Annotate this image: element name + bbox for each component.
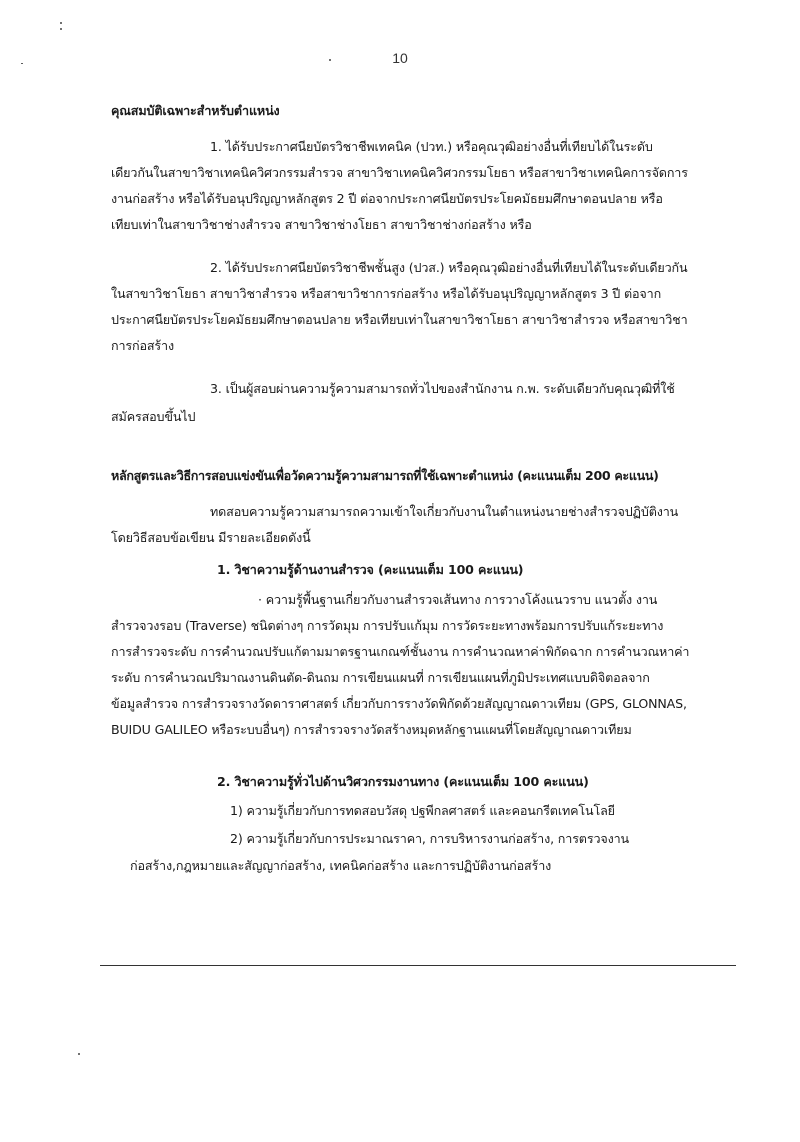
- exam-intro-line-2: โดยวิธีสอบข้อเขียน มีรายละเอียดดังนี้: [111, 530, 311, 545]
- qualification-2-line-1: 2. ได้รับประกาศนียบัตรวิชาชีพชั้นสูง (ปวส.) หรือคุณวุฒิอย่างอื่นที่เทียบได้ในระดับเดียวกัน: [210, 260, 688, 275]
- exam-intro-line-1: ทดสอบความรู้ความสามารถความเข้าใจเกี่ยวกับงานในตำแหน่งนายช่างสำรวจปฏิบัติงาน: [210, 504, 679, 519]
- subject-1-title: 1. วิชาความรู้ด้านงานสำรวจ (คะแนนเต็ม 100 คะแนน): [217, 562, 524, 577]
- subject-2-title: 2. วิชาความรู้ทั่วไปด้านวิศวกรรมงานทาง (คะแนนเต็ม 100 คะแนน): [217, 774, 589, 789]
- qualification-3-line-2: สมัครสอบขึ้นไป: [111, 409, 196, 424]
- qualification-1-line-2: เดียวกันในสาขาวิชาเทคนิควิศวกรรมสำรวจ สาขาวิชาเทคนิควิศวกรรมโยธา หรือสาขาวิชาเทคนิคการจัดการ: [111, 165, 688, 180]
- qualification-2-line-3: ประกาศนียบัตรประโยคมัธยมศึกษาตอนปลาย หรือเทียบเท่าในสาขาวิชาโยธา สาขาวิชาสำรวจ หรือสาขาวิชา: [111, 312, 688, 327]
- subject-1-line-3: การสำรวจระดับ การคำนวณปรับแก้ตามมาตรฐานเกณฑ์ชั้นงาน การคำนวณหาค่าพิกัดฉาก การคำนวณหาค่า: [111, 644, 690, 659]
- footer-divider: [100, 965, 736, 966]
- subject-1-line-6: BUIDU GALILEO หรือระบบอื่นๆ) การสำรวจรางวัดสร้างหมุดหลักฐานแผนที่โดยสัญญาณดาวเทียม: [111, 722, 632, 737]
- qualification-1-line-3: งานก่อสร้าง หรือได้รับอนุปริญญาหลักสูตร 2 ปี ต่อจากประกาศนียบัตรประโยคมัธยมศึกษาตอนปลาย หรือ: [111, 191, 663, 206]
- scan-speck: [60, 28, 62, 30]
- subject-1-line-2: สำรวจวงรอบ (Traverse) ชนิดต่างๆ การวัดมุม การปรับแก้มุม การวัดระยะทางพร้อมการปรับแก้ระยะทาง: [111, 618, 664, 633]
- subject-1-line-5: ข้อมูลสำรวจ การสำรวจรางวัดดาราศาสตร์ เกี่ยวกับการรางวัดพิกัดด้วยสัญญาณดาวเทียม (GPS, GLONNAS,: [111, 696, 687, 711]
- scan-speck: [60, 22, 62, 24]
- subject-2-item-2-line-2: ก่อสร้าง,กฎหมายและสัญญาก่อสร้าง, เทคนิคก่อสร้าง และการปฏิบัติงานก่อสร้าง: [130, 858, 552, 873]
- subject-1-line-1: · ความรู้พื้นฐานเกี่ยวกับงานสำรวจเส้นทาง การวางโค้งแนวราบ แนวตั้ง งาน: [258, 592, 658, 607]
- section-heading-exam: หลักสูตรและวิธีการสอบแข่งขันเพื่อวัดความรู้ความสามารถที่ใช้เฉพาะตำแหน่ง (คะแนนเต็ม 200 คะแนน): [111, 468, 659, 483]
- subject-2-item-1: 1) ความรู้เกี่ยวกับการทดสอบวัสดุ ปฐพีกลศาสตร์ และคอนกรีตเทคโนโลยี: [230, 803, 615, 818]
- section-heading-qualifications: คุณสมบัติเฉพาะสำหรับตำแหน่ง: [111, 103, 280, 118]
- qualification-2-line-4: การก่อสร้าง: [111, 338, 174, 353]
- scan-speck: [78, 1053, 80, 1055]
- qualification-1-line-4: เทียบเท่าในสาขาวิชาช่างสำรวจ สาขาวิชาช่างโยธา สาขาวิชาช่างก่อสร้าง หรือ: [111, 217, 532, 232]
- subject-2-item-2-line-1: 2) ความรู้เกี่ยวกับการประมาณราคา, การบริหารงานก่อสร้าง, การตรวจงาน: [230, 831, 629, 846]
- subject-1-line-4: ระดับ การคำนวณปริมาณงานดินตัด-ดินถม การเขียนแผนที่ การเขียนแผนที่ภูมิประเทศแบบดิจิตอลจาก: [111, 670, 650, 685]
- page-number: 10: [392, 50, 408, 66]
- qualification-1-line-1: 1. ได้รับประกาศนียบัตรวิชาชีพเทคนิค (ปวท.) หรือคุณวุฒิอย่างอื่นที่เทียบได้ในระดับ: [210, 139, 653, 154]
- qualification-3-line-1: 3. เป็นผู้สอบผ่านความรู้ความสามารถทั่วไปของสำนักงาน ก.พ. ระดับเดียวกับคุณวุฒิที่ใช้: [210, 381, 675, 396]
- qualification-2-line-2: ในสาขาวิชาโยธา สาขาวิชาสำรวจ หรือสาขาวิชาการก่อสร้าง หรือได้รับอนุปริญญาหลักสูตร 3 ปี ต่อจาก: [111, 286, 662, 301]
